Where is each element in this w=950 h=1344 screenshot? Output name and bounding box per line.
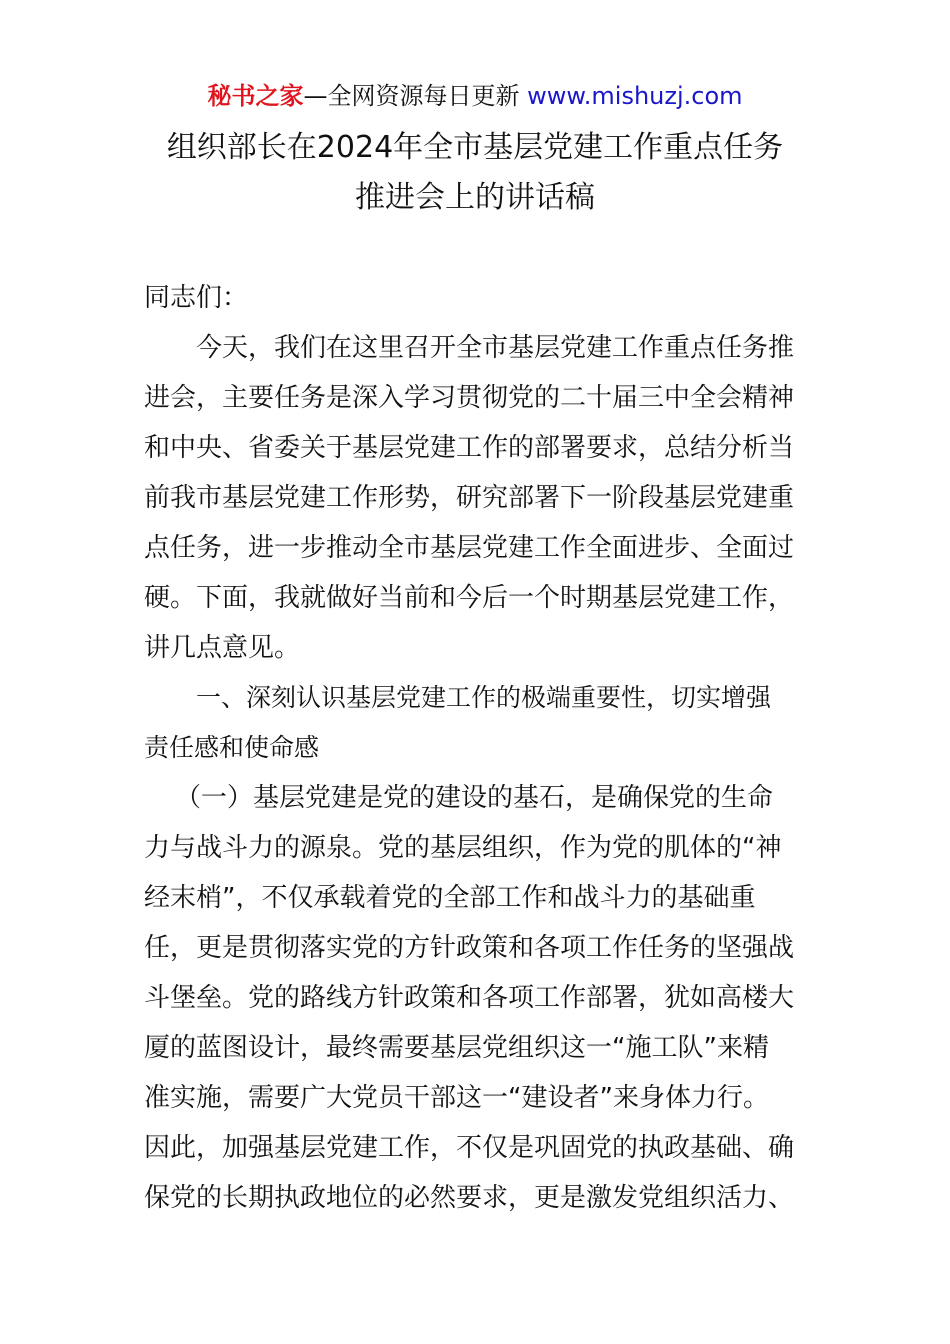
section-heading-line: 一、深刻认识基层党建工作的极端重要性，切实增强: [196, 683, 772, 712]
site-url-link[interactable]: www.mishuzj.com: [527, 82, 743, 110]
paragraph-line: （一）基层党建是党的建设的基石，是确保党的生命: [175, 783, 774, 813]
paragraph-line: 今天，我们在这里召开全市基层党建工作重点任务推: [196, 333, 795, 363]
paragraph-line: 任，更是贯彻落实党的方针政策和各项工作任务的坚强战: [144, 933, 795, 963]
paragraph-line: 力与战斗力的源泉。党的基层组织，作为党的肌体的“神: [144, 833, 782, 863]
paragraph-line: 前我市基层党建工作形势，研究部署下一阶段基层党建重: [144, 483, 795, 513]
brand-name: 秘书之家: [207, 82, 304, 110]
paragraph-line: 保党的长期执政地位的必然要求，更是激发党组织活力、: [144, 1183, 795, 1213]
paragraph-line: 进会，主要任务是深入学习贯彻党的二十届三中全会精神: [144, 383, 795, 413]
paragraph-line: 讲几点意见。: [144, 633, 301, 663]
document-title-line-2: 推进会上的讲话稿: [355, 180, 595, 215]
paragraph-line: 准实施，需要广大党员干部这一“建设者”来身体力行。: [144, 1083, 769, 1113]
salutation: 同志们：: [144, 283, 249, 313]
document-title-line-1: 组织部长在2024年全市基层党建工作重点任务: [166, 130, 784, 165]
header-tagline: —全网资源每日更新: [303, 82, 528, 110]
paragraph-line: 硬。下面，我就做好当前和今后一个时期基层党建工作，: [144, 583, 795, 613]
paragraph-line: 因此，加强基层党建工作，不仅是巩固党的执政基础、确: [144, 1133, 795, 1163]
section-heading-line: 责任感和使命感: [144, 733, 320, 762]
paragraph-line: 厦的蓝图设计，最终需要基层党组织这一“施工队”来精: [144, 1033, 769, 1063]
site-header: [0, 80, 950, 112]
paragraph-line: 点任务，进一步推动全市基层党建工作全面进步、全面过: [144, 533, 795, 563]
paragraph-line: 经末梢”，不仅承载着党的全部工作和战斗力的基础重: [144, 883, 756, 913]
paragraph-line: 和中央、省委关于基层党建工作的部署要求，总结分析当: [144, 433, 795, 463]
paragraph-line: 斗堡垒。党的路线方针政策和各项工作部署，犹如高楼大: [144, 983, 795, 1013]
